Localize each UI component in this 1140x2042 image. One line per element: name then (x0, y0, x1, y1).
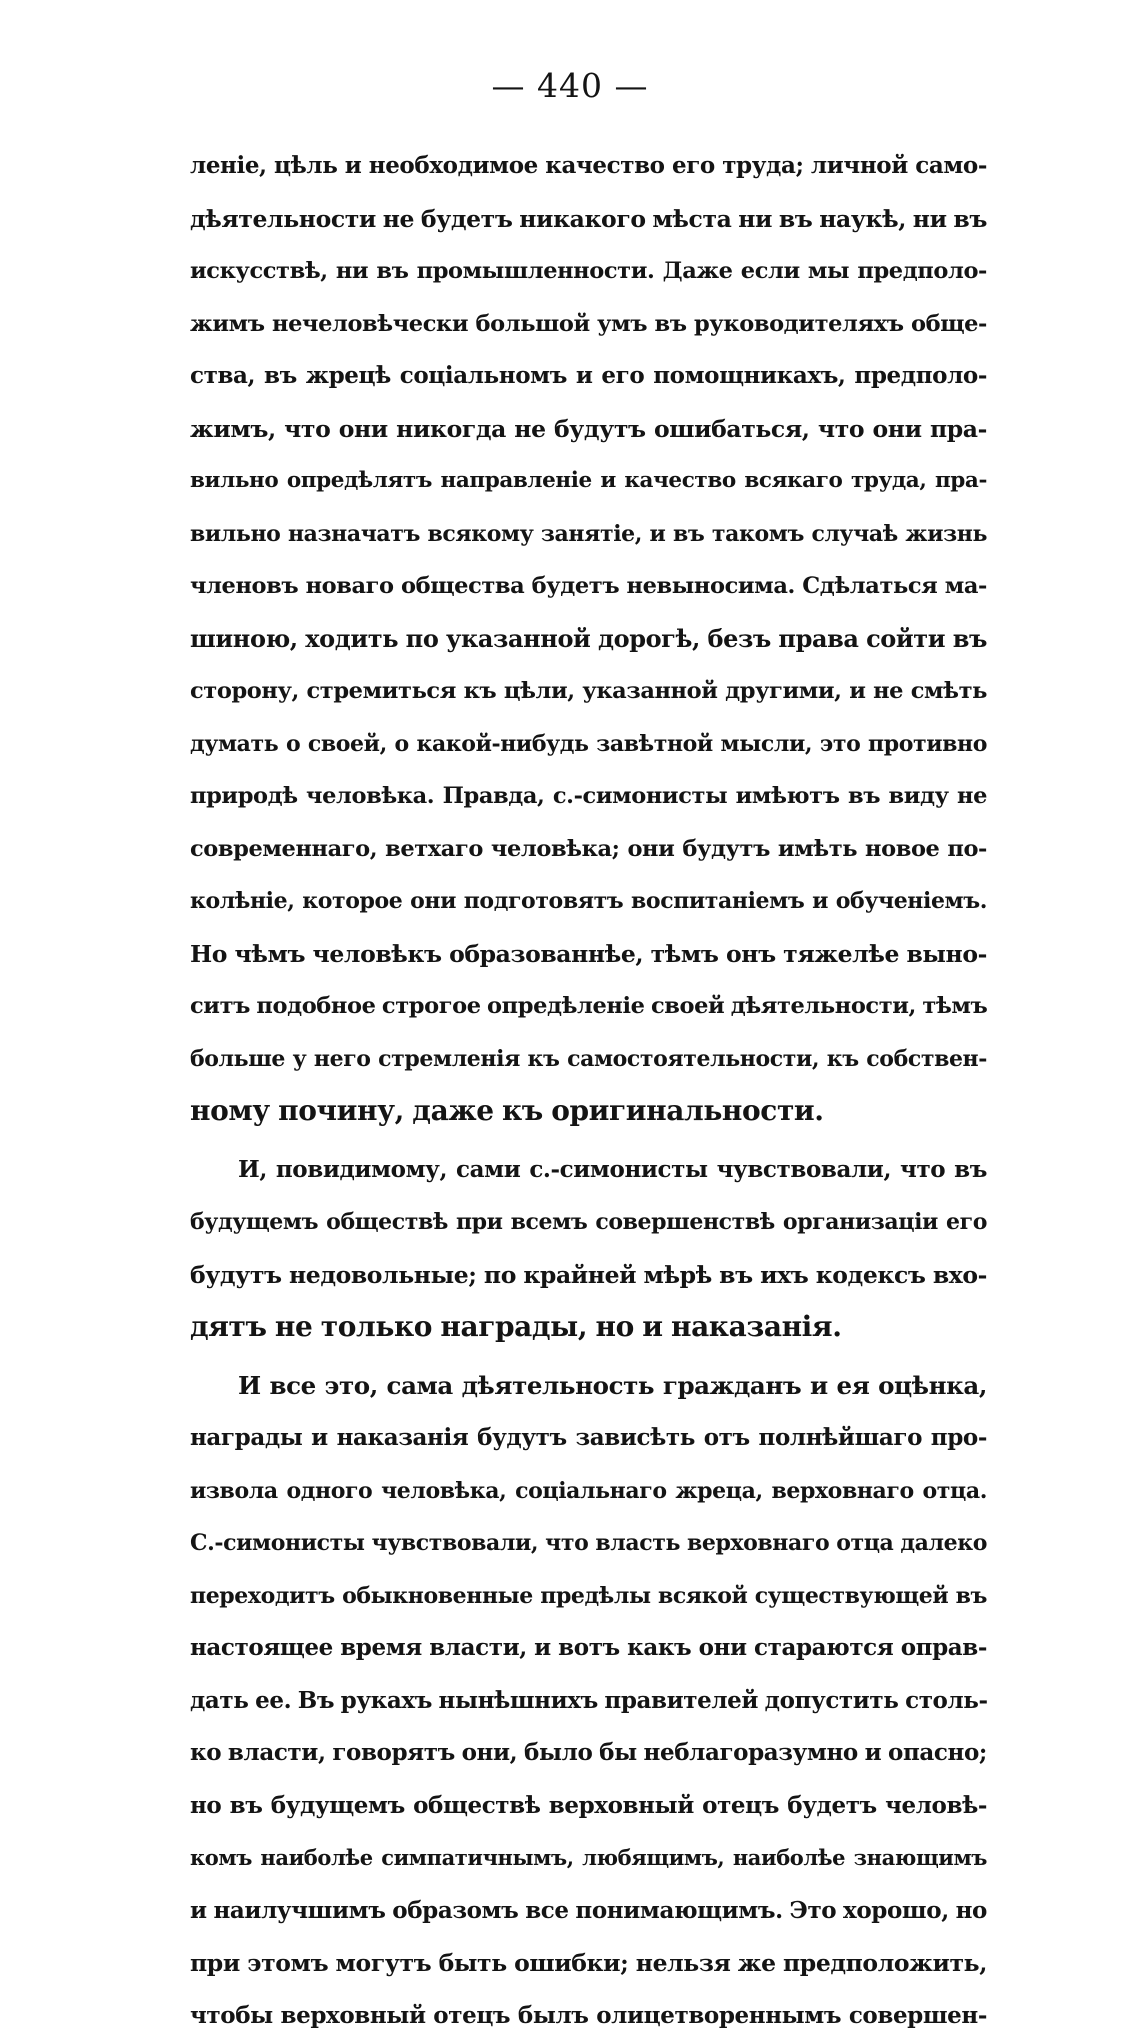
text-line: переходитъ обыкновенные предѣлы всякой существующей въ (190, 1570, 987, 1623)
text-line: больше у него стремленія къ самостоятельности, къ собствен- (190, 1033, 987, 1086)
text-line: дятъ не только награды, но и наказанія. (190, 1301, 987, 1354)
text-line: будутъ недовольные; по крайней мѣрѣ въ ихъ кодексъ вхо- (190, 1249, 987, 1302)
text-line: извола одного человѣка, соціальнаго жреца, верховнаго отца. (190, 1465, 987, 1518)
text-line: леніе, цѣль и необходимое качество его труда; личной само- (190, 140, 987, 193)
text-line: настоящее время власти, и вотъ какъ они стараются оправ- (190, 1622, 987, 1675)
text-line: жимъ нечеловѣчески большой умъ въ руководителяхъ обще- (190, 298, 987, 351)
text-line: ства, въ жрецѣ соціальномъ и его помощникахъ, предполо- (190, 350, 987, 403)
text-line: ситъ подобное строгое опредѣленіе своей дѣятельности, тѣмъ (190, 980, 987, 1033)
text-line: Но чѣмъ человѣкъ образованнѣе, тѣмъ онъ тяжелѣе выно- (190, 928, 987, 981)
text-line: С.-симонисты чувствовали, что власть верховнаго отца далеко (190, 1517, 987, 1570)
text-line: думать о своей, о какой-нибудь завѣтной мысли, это противно (190, 718, 987, 771)
text-line: вильно назначатъ всякому занятіе, и въ такомъ случаѣ жизнь (190, 508, 987, 561)
text-line: ному почину, даже къ оригинальности. (190, 1085, 987, 1138)
text-line: при этомъ могутъ быть ошибки; нельзя же предположить, (190, 1937, 987, 1990)
text-line: награды и наказанія будутъ зависѣть отъ полнѣйшаго про- (190, 1412, 987, 1465)
text-line: но въ будущемъ обществѣ верховный отецъ будетъ человѣ- (190, 1780, 987, 1833)
paragraph (190, 1144, 987, 1354)
paragraph (190, 140, 987, 1138)
text-line: шиною, ходить по указанной дорогѣ, безъ права сойти въ (190, 613, 987, 666)
text-line: будущемъ обществѣ при всемъ совершенствѣ организаціи его (190, 1196, 987, 1249)
text-line: колѣніе, которое они подготовятъ воспитаніемъ и обученіемъ. (190, 875, 987, 928)
text-line: сторону, стремиться къ цѣли, указанной другими, и не смѣть (190, 665, 987, 718)
text-line: и наилучшимъ образомъ все понимающимъ. Это хорошо, но (190, 1885, 987, 1938)
text-line: природѣ человѣка. Правда, с.-симонисты имѣютъ въ виду не (190, 770, 987, 823)
paragraph (190, 1360, 987, 2042)
text-line: дѣятельности не будетъ никакого мѣста ни въ наукѣ, ни въ (190, 193, 987, 246)
text-line: членовъ новаго общества будетъ невыносима. Сдѣлаться ма- (190, 560, 987, 613)
page-number: — 440 — (0, 64, 1140, 108)
text-line: вильно опредѣлятъ направленіе и качество всякаго труда, пра- (190, 455, 987, 508)
text-line: искусствѣ, ни въ промышленности. Даже если мы предполо- (190, 245, 987, 298)
text-line: комъ наиболѣе симпатичнымъ, любящимъ, наиболѣе знающимъ (190, 1832, 987, 1885)
text-line: чтобы верховный отецъ былъ олицетвореннымъ совершен- (190, 1990, 987, 2042)
text-line: И все это, сама дѣятельность гражданъ и ея оцѣнка, (190, 1360, 987, 1413)
text-line: современнаго, ветхаго человѣка; они будутъ имѣть новое по- (190, 823, 987, 876)
body-text (190, 140, 987, 2042)
text-line: жимъ, что они никогда не будутъ ошибаться, что они пра- (190, 403, 987, 456)
text-line: дать ее. Въ рукахъ нынѣшнихъ правителей допустить столь- (190, 1675, 987, 1728)
text-line: И, повидимому, сами с.-симонисты чувствовали, что въ (190, 1144, 987, 1197)
text-line: ко власти, говорятъ они, было бы неблагоразумно и опасно; (190, 1727, 987, 1780)
